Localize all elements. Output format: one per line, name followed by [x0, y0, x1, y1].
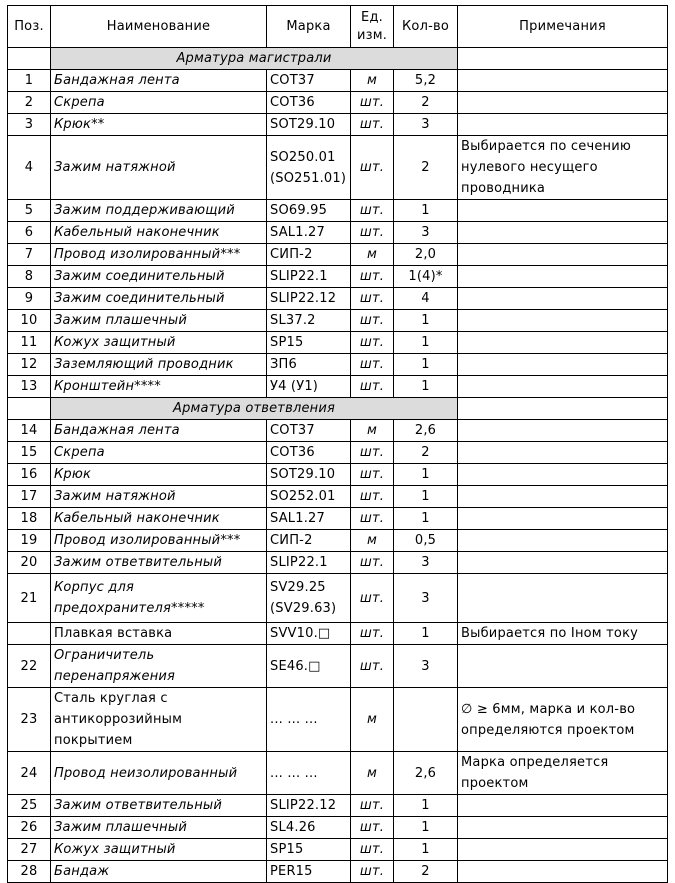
- table-row: [8, 839, 668, 861]
- cell-name: Зажим плашечный: [51, 310, 267, 332]
- section-blank-cell: [458, 398, 668, 420]
- cell-mark: SLIP22.12: [267, 795, 351, 817]
- cell-qty: 1: [394, 200, 458, 222]
- cell-unit: м: [351, 420, 394, 442]
- cell-qty: 2,6: [394, 752, 458, 795]
- cell-name: Зажим соединительный: [51, 266, 267, 288]
- cell-pos: 13: [8, 376, 51, 398]
- section-title: Арматура ответвления: [51, 398, 458, 420]
- table-row: [8, 574, 668, 623]
- cell-unit: шт.: [351, 288, 394, 310]
- cell-unit: м: [351, 752, 394, 795]
- cell-unit: шт.: [351, 442, 394, 464]
- cell-name: Крюк: [51, 464, 267, 486]
- cell-note: [458, 464, 668, 486]
- cell-note: [458, 266, 668, 288]
- table-row: [8, 200, 668, 222]
- section-blank-cell: [8, 48, 51, 70]
- cell-pos: 26: [8, 817, 51, 839]
- cell-qty: 1: [394, 354, 458, 376]
- header-pos: Поз.: [8, 6, 51, 48]
- cell-pos: 10: [8, 310, 51, 332]
- table-row: [8, 530, 668, 552]
- cell-pos: 6: [8, 222, 51, 244]
- cell-qty: 2: [394, 136, 458, 200]
- table-row: [8, 244, 668, 266]
- table-row: [8, 442, 668, 464]
- cell-unit: шт.: [351, 552, 394, 574]
- cell-name: Бандажная лента: [51, 420, 267, 442]
- cell-qty: 1: [394, 623, 458, 645]
- table-row: [8, 70, 668, 92]
- cell-qty: 3: [394, 645, 458, 688]
- cell-pos: 24: [8, 752, 51, 795]
- table-row: [8, 508, 668, 530]
- cell-note: [458, 861, 668, 883]
- table-row: [8, 795, 668, 817]
- cell-name: Кабельный наконечник: [51, 508, 267, 530]
- cell-unit: шт.: [351, 136, 394, 200]
- cell-mark: SE46.□: [267, 645, 351, 688]
- header-row: [8, 6, 668, 48]
- cell-unit: шт.: [351, 114, 394, 136]
- cell-mark: SAL1.27: [267, 222, 351, 244]
- cell-unit: шт.: [351, 376, 394, 398]
- cell-pos: 18: [8, 508, 51, 530]
- cell-pos: 17: [8, 486, 51, 508]
- cell-pos: 2: [8, 92, 51, 114]
- cell-qty: 3: [394, 222, 458, 244]
- cell-mark: SO250.01 (SO251.01): [267, 136, 351, 200]
- cell-qty: [394, 688, 458, 752]
- cell-mark: ЗП6: [267, 354, 351, 376]
- cell-qty: 1: [394, 376, 458, 398]
- cell-mark: SOT29.10: [267, 114, 351, 136]
- cell-name: Корпус для предохранителя*****: [51, 574, 267, 623]
- cell-name: Ограничитель перенапряжения: [51, 645, 267, 688]
- cell-name: Кожух защитный: [51, 332, 267, 354]
- table-row: [8, 92, 668, 114]
- cell-pos: 12: [8, 354, 51, 376]
- cell-note: [458, 508, 668, 530]
- cell-unit: шт.: [351, 861, 394, 883]
- cell-mark: СОТ37: [267, 420, 351, 442]
- cell-qty: 1: [394, 508, 458, 530]
- cell-note: [458, 817, 668, 839]
- cell-unit: шт.: [351, 222, 394, 244]
- cell-pos: 20: [8, 552, 51, 574]
- cell-pos: 14: [8, 420, 51, 442]
- cell-note: Марка определяется проектом: [458, 752, 668, 795]
- table-row: [8, 688, 668, 752]
- cell-unit: шт.: [351, 623, 394, 645]
- cell-mark: SP15: [267, 839, 351, 861]
- cell-note: [458, 332, 668, 354]
- cell-note: [458, 222, 668, 244]
- table-body: [8, 48, 668, 883]
- cell-name: Кронштейн****: [51, 376, 267, 398]
- table-row: [8, 288, 668, 310]
- cell-unit: шт.: [351, 486, 394, 508]
- cell-pos: 27: [8, 839, 51, 861]
- cell-qty: 2,0: [394, 244, 458, 266]
- cell-note: Выбирается по Iном току: [458, 623, 668, 645]
- table-row: [8, 222, 668, 244]
- cell-pos: 3: [8, 114, 51, 136]
- cell-note: ∅ ≥ 6мм, марка и кол-во определяются проектом: [458, 688, 668, 752]
- table-row: [8, 354, 668, 376]
- cell-qty: 1: [394, 310, 458, 332]
- table-row: [8, 552, 668, 574]
- cell-unit: шт.: [351, 354, 394, 376]
- cell-mark: ... ... ...: [267, 752, 351, 795]
- cell-qty: 3: [394, 114, 458, 136]
- cell-note: [458, 354, 668, 376]
- cell-unit: шт.: [351, 332, 394, 354]
- table-row: [8, 752, 668, 795]
- header-note: Примечания: [458, 6, 668, 48]
- cell-pos: 28: [8, 861, 51, 883]
- cell-pos: 11: [8, 332, 51, 354]
- cell-name: Скрепа: [51, 442, 267, 464]
- cell-pos: 25: [8, 795, 51, 817]
- cell-qty: 0,5: [394, 530, 458, 552]
- table-row: [8, 464, 668, 486]
- cell-pos: 4: [8, 136, 51, 200]
- cell-pos: 7: [8, 244, 51, 266]
- table-row: [8, 332, 668, 354]
- cell-mark: СОТ37: [267, 70, 351, 92]
- cell-unit: шт.: [351, 645, 394, 688]
- cell-name: Бандаж: [51, 861, 267, 883]
- cell-note: [458, 442, 668, 464]
- cell-qty: 1: [394, 839, 458, 861]
- cell-mark: SV29.25 (SV29.63): [267, 574, 351, 623]
- cell-pos: 22: [8, 645, 51, 688]
- cell-unit: шт.: [351, 464, 394, 486]
- section-blank-cell: [458, 48, 668, 70]
- cell-pos: 19: [8, 530, 51, 552]
- cell-unit: шт.: [351, 92, 394, 114]
- section-blank-cell: [8, 398, 51, 420]
- cell-pos: 15: [8, 442, 51, 464]
- section-header-row: [8, 48, 668, 70]
- cell-qty: 1: [394, 795, 458, 817]
- cell-qty: 1: [394, 817, 458, 839]
- cell-mark: СИП-2: [267, 244, 351, 266]
- cell-note: [458, 574, 668, 623]
- table-row: [8, 266, 668, 288]
- cell-pos: 9: [8, 288, 51, 310]
- cell-name: Провод изолированный***: [51, 530, 267, 552]
- cell-note: [458, 420, 668, 442]
- cell-unit: шт.: [351, 839, 394, 861]
- cell-name: Кабельный наконечник: [51, 222, 267, 244]
- cell-note: [458, 376, 668, 398]
- cell-name: Заземляющий проводник: [51, 354, 267, 376]
- cell-pos: [8, 623, 51, 645]
- cell-unit: шт.: [351, 817, 394, 839]
- table-row: [8, 861, 668, 883]
- cell-qty: 2: [394, 861, 458, 883]
- cell-note: [458, 839, 668, 861]
- table-row: [8, 376, 668, 398]
- cell-mark: SOT29.10: [267, 464, 351, 486]
- cell-note: [458, 288, 668, 310]
- cell-pos: 21: [8, 574, 51, 623]
- cell-pos: 23: [8, 688, 51, 752]
- section-title: Арматура магистрали: [51, 48, 458, 70]
- cell-note: [458, 114, 668, 136]
- cell-mark: SLIP22.12: [267, 288, 351, 310]
- cell-mark: SO252.01: [267, 486, 351, 508]
- cell-name: Скрепа: [51, 92, 267, 114]
- cell-mark: SLIP22.1: [267, 266, 351, 288]
- cell-name: Зажим натяжной: [51, 486, 267, 508]
- cell-qty: 3: [394, 574, 458, 623]
- table-row: [8, 623, 668, 645]
- cell-name: Зажим плашечный: [51, 817, 267, 839]
- table-row: [8, 817, 668, 839]
- cell-unit: шт.: [351, 200, 394, 222]
- cell-unit: м: [351, 688, 394, 752]
- cell-name: Крюк**: [51, 114, 267, 136]
- cell-mark: СОТ36: [267, 442, 351, 464]
- cell-unit: м: [351, 70, 394, 92]
- cell-name: Зажим соединительный: [51, 288, 267, 310]
- cell-note: [458, 645, 668, 688]
- cell-mark: SL37.2: [267, 310, 351, 332]
- cell-note: [458, 310, 668, 332]
- cell-unit: м: [351, 530, 394, 552]
- cell-note: [458, 200, 668, 222]
- cell-qty: 3: [394, 552, 458, 574]
- cell-qty: 4: [394, 288, 458, 310]
- header-unit: Ед. изм.: [351, 6, 394, 48]
- cell-note: Выбирается по сечению нулевого несущего проводника: [458, 136, 668, 200]
- cell-name: Зажим ответвительный: [51, 552, 267, 574]
- cell-unit: шт.: [351, 795, 394, 817]
- table-row: [8, 310, 668, 332]
- cell-note: [458, 92, 668, 114]
- cell-note: [458, 795, 668, 817]
- cell-qty: 1: [394, 486, 458, 508]
- cell-note: [458, 552, 668, 574]
- cell-name: Кожух защитный: [51, 839, 267, 861]
- specification-table: [7, 5, 668, 883]
- table-row: [8, 114, 668, 136]
- cell-mark: SL4.26: [267, 817, 351, 839]
- cell-name: Бандажная лента: [51, 70, 267, 92]
- cell-name: Сталь круглая с антикоррозийным покрытием: [51, 688, 267, 752]
- cell-pos: 5: [8, 200, 51, 222]
- cell-qty: 2: [394, 92, 458, 114]
- cell-note: [458, 486, 668, 508]
- cell-unit: шт.: [351, 310, 394, 332]
- cell-note: [458, 244, 668, 266]
- cell-mark: SVV10.□: [267, 623, 351, 645]
- header-qty: Кол-во: [394, 6, 458, 48]
- cell-name: Плавкая вставка: [51, 623, 267, 645]
- cell-pos: 16: [8, 464, 51, 486]
- cell-qty: 2,6: [394, 420, 458, 442]
- cell-qty: 1(4)*: [394, 266, 458, 288]
- cell-mark: SP15: [267, 332, 351, 354]
- table-row: [8, 136, 668, 200]
- cell-mark: SLIP22.1: [267, 552, 351, 574]
- cell-name: Провод неизолированный: [51, 752, 267, 795]
- table-row: [8, 420, 668, 442]
- header-name: Наименование: [51, 6, 267, 48]
- cell-name: Зажим ответвительный: [51, 795, 267, 817]
- cell-qty: 2: [394, 442, 458, 464]
- cell-unit: шт.: [351, 508, 394, 530]
- cell-pos: 1: [8, 70, 51, 92]
- section-header-row: [8, 398, 668, 420]
- cell-unit: шт.: [351, 266, 394, 288]
- cell-mark: SAL1.27: [267, 508, 351, 530]
- cell-qty: 1: [394, 332, 458, 354]
- table-row: [8, 645, 668, 688]
- cell-note: [458, 530, 668, 552]
- cell-mark: PER15: [267, 861, 351, 883]
- cell-qty: 1: [394, 464, 458, 486]
- cell-qty: 5,2: [394, 70, 458, 92]
- cell-mark: SO69.95: [267, 200, 351, 222]
- cell-mark: У4 (У1): [267, 376, 351, 398]
- cell-name: Зажим натяжной: [51, 136, 267, 200]
- header-mark: Марка: [267, 6, 351, 48]
- cell-name: Зажим поддерживающий: [51, 200, 267, 222]
- cell-unit: шт.: [351, 574, 394, 623]
- cell-note: [458, 70, 668, 92]
- table-row: [8, 486, 668, 508]
- cell-mark: ... ... ...: [267, 688, 351, 752]
- cell-mark: СИП-2: [267, 530, 351, 552]
- cell-mark: СОТ36: [267, 92, 351, 114]
- cell-unit: м: [351, 244, 394, 266]
- cell-name: Провод изолированный***: [51, 244, 267, 266]
- cell-pos: 8: [8, 266, 51, 288]
